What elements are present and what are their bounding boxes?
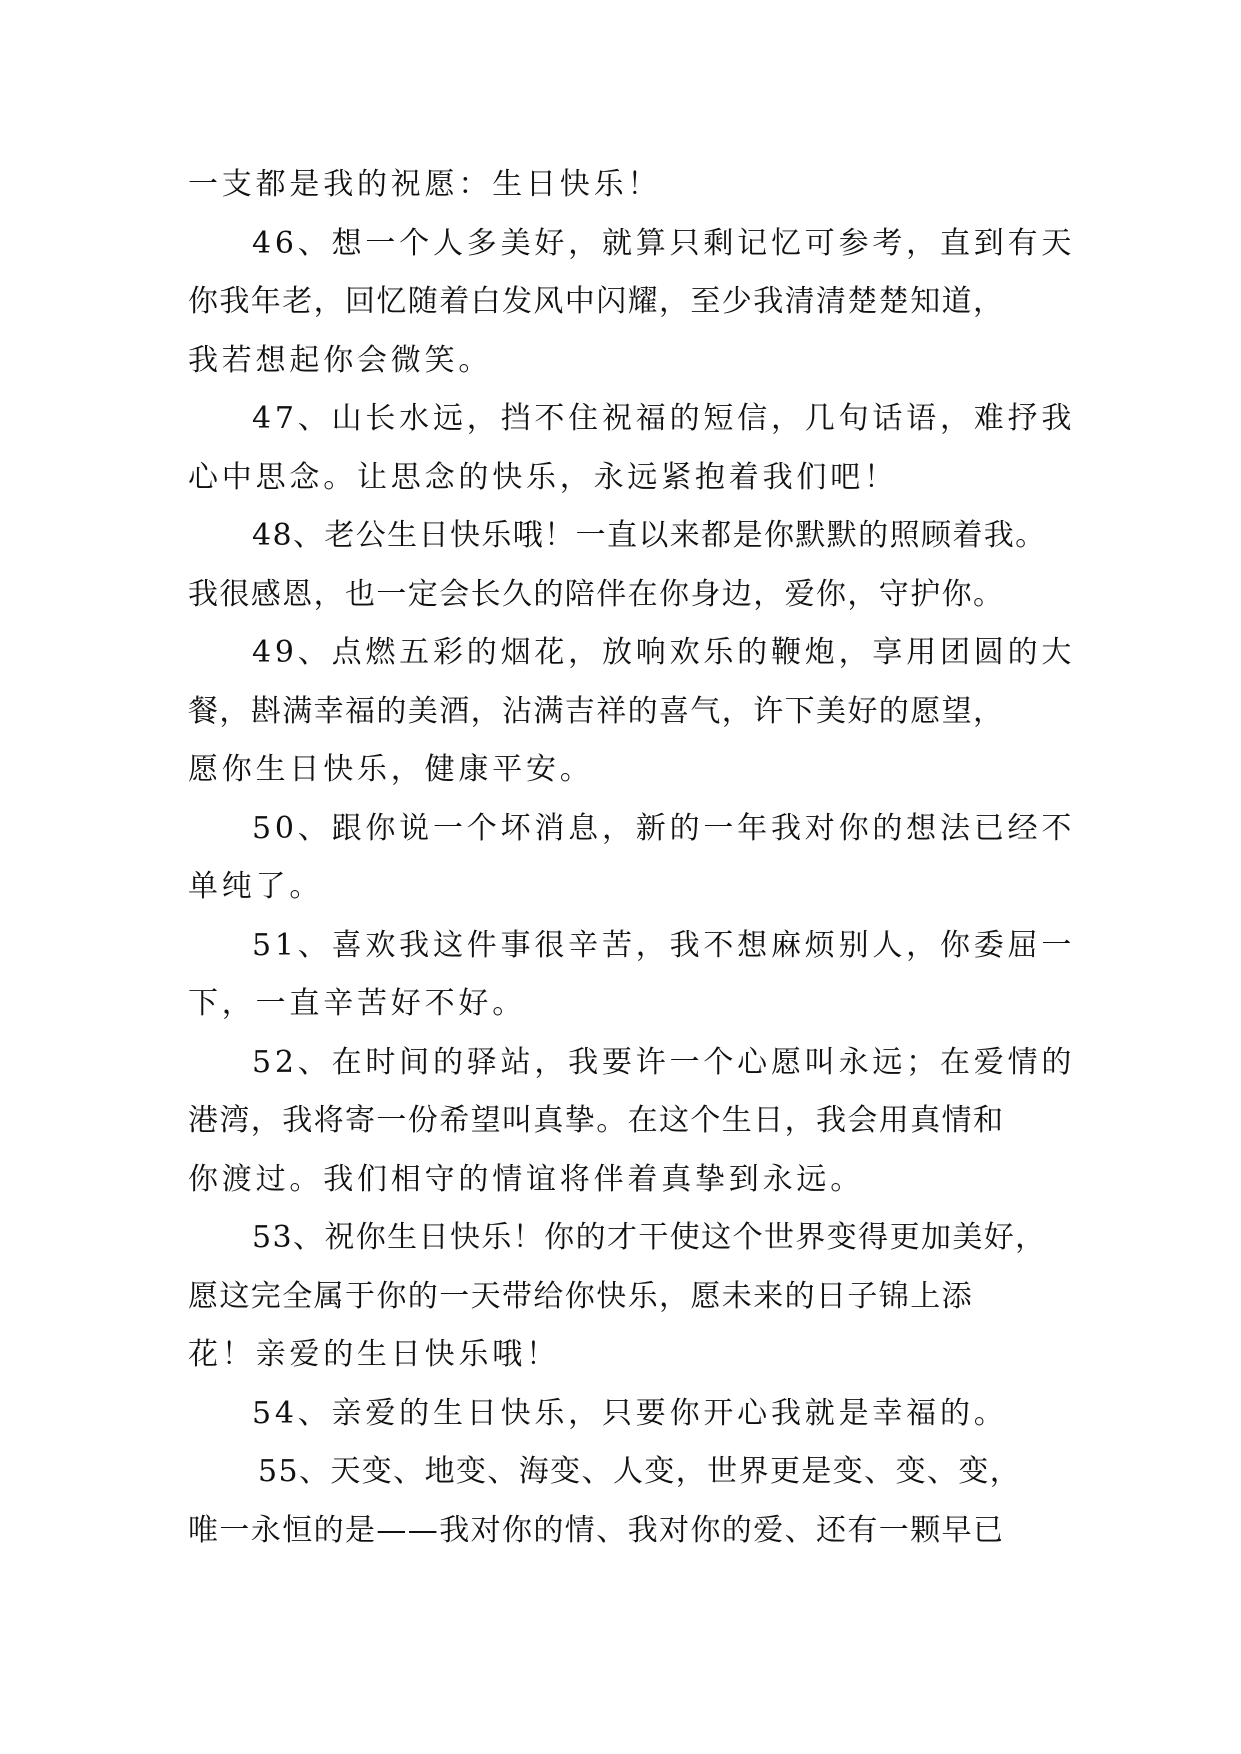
text-line: 港湾，我将寄一份希望叫真挚。在这个生日，我会用真情和: [188, 1103, 1005, 1138]
document-body: [188, 156, 1076, 1560]
text-line: 53、祝你生日快乐！你的才干使这个世界变得更加美好，: [252, 1220, 1047, 1255]
text-line: 46、想一个人多美好，就算只剩记忆可参考，直到有天: [252, 225, 1076, 261]
text-line: 你我年老，回忆随着白发风中闪耀，至少我清清楚楚知道，: [188, 284, 1005, 319]
text-line: 唯一永恒的是——我对你的情、我对你的爱、还有一颗早已: [188, 1512, 1005, 1548]
text-line: 48、老公生日快乐哦！一直以来都是你默默的照顾着我。: [252, 518, 1047, 553]
text-line: 花！亲爱的生日快乐哦！: [188, 1337, 560, 1372]
text-line: 我若想起你会微笑。: [188, 342, 493, 378]
text-line: 餐，斟满幸福的美酒，沾满吉祥的喜气，许下美好的愿望，: [188, 693, 1005, 729]
text-line: 我很感恩，也一定会长久的陪伴在你身边，爱你，守护你。: [188, 576, 1005, 612]
text-line: 下，一直辛苦好不好。: [188, 986, 526, 1021]
text-line: 心中思念。让思念的快乐，永远紧抱着我们吧！: [188, 459, 898, 495]
text-line: 愿这完全属于你的一天带给你快乐，愿未来的日子锦上添: [188, 1278, 973, 1314]
text-line: 54、亲爱的生日快乐，只要你开心我就是幸福的。: [252, 1395, 1008, 1431]
text-line: 你渡过。我们相守的情谊将伴着真挚到永远。: [188, 1161, 864, 1197]
text-line: 单纯了。: [188, 869, 324, 904]
text-line: 50、跟你说一个坏消息，新的一年我对你的想法已经不: [252, 810, 1076, 846]
text-line: 49、点燃五彩的烟花，放响欢乐的鞭炮，享用团圆的大: [252, 635, 1076, 670]
text-line: 愿你生日快乐，健康平安。: [188, 752, 594, 787]
text-line: 52、在时间的驿站，我要许一个心愿叫永远；在爱情的: [252, 1044, 1076, 1080]
text-line: 一支都是我的祝愿：生日快乐！: [188, 167, 662, 202]
text-line: 47、山长水远，挡不住祝福的短信，几句话语，难抒我: [252, 401, 1076, 436]
text-line: 55、天变、地变、海变、人变，世界更是变、变、变，: [258, 1454, 1022, 1489]
text-line: 51、喜欢我这件事很辛苦，我不想麻烦别人，你委屈一: [252, 927, 1076, 963]
